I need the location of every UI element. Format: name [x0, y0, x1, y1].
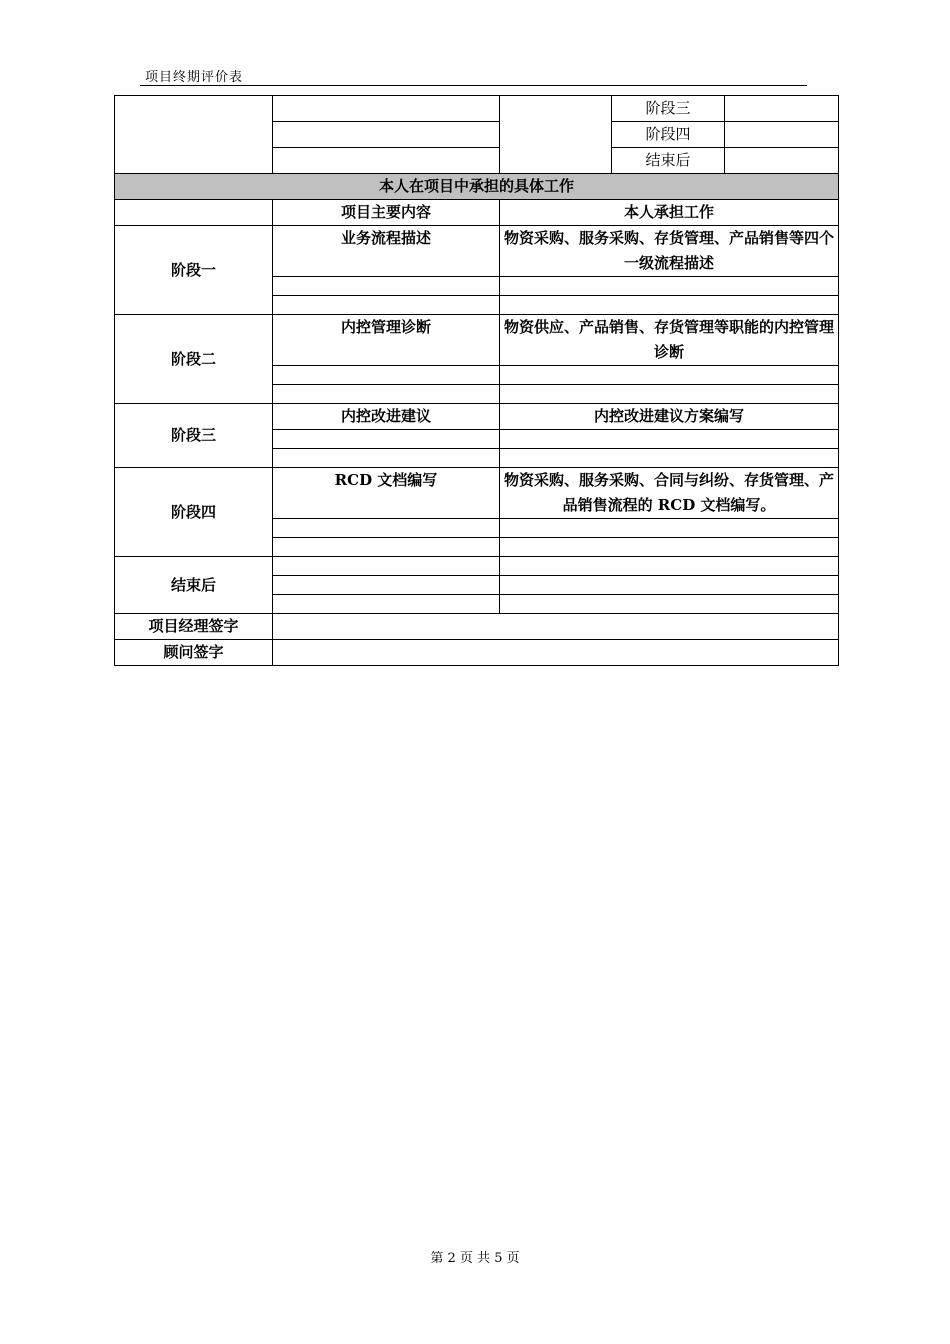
column-header-content: 项目主要内容 [273, 200, 500, 226]
table-cell [273, 576, 500, 595]
table-cell [500, 519, 839, 538]
table-cell [273, 595, 500, 614]
manager-signature-label: 项目经理签字 [115, 614, 273, 640]
top-stage-label: 阶段四 [612, 122, 725, 148]
table-cell [273, 430, 500, 449]
table-cell [500, 385, 839, 404]
stage-label: 阶段二 [115, 315, 273, 404]
table-row [115, 640, 839, 666]
header-rule [140, 85, 807, 86]
stage-content: 业务流程描述 [273, 226, 500, 277]
table-cell [115, 200, 273, 226]
table-cell [115, 96, 273, 174]
page-number: 第 2 页 共 5 页 [430, 1251, 520, 1266]
stage-work: 物资供应、产品销售、存货管理等职能的内控管理诊断 [500, 315, 839, 366]
table-row [115, 226, 839, 277]
table-cell [500, 296, 839, 315]
stage-content: RCD 文档编写 [273, 468, 500, 519]
column-header-work: 本人承担工作 [500, 200, 839, 226]
table-row [115, 174, 839, 200]
table-cell [500, 366, 839, 385]
stage-work: 物资采购、服务采购、存货管理、产品销售等四个一级流程描述 [500, 226, 839, 277]
stage-content [273, 557, 500, 576]
table-cell [500, 277, 839, 296]
table-cell [500, 449, 839, 468]
stage-label: 阶段三 [115, 404, 273, 468]
section-title: 本人在项目中承担的具体工作 [115, 174, 839, 200]
table-cell [500, 96, 612, 174]
stage-work [500, 557, 839, 576]
table-cell [273, 385, 500, 404]
table-row [115, 200, 839, 226]
evaluation-table [114, 95, 839, 666]
top-stage-label: 阶段三 [612, 96, 725, 122]
table-row [115, 468, 839, 519]
stage-label: 阶段四 [115, 468, 273, 557]
table-cell [725, 96, 839, 122]
table-cell [500, 430, 839, 449]
table-row [115, 96, 839, 122]
table-row [115, 614, 839, 640]
stage-content: 内控管理诊断 [273, 315, 500, 366]
table-cell [500, 576, 839, 595]
table-cell [725, 122, 839, 148]
table-cell [273, 449, 500, 468]
table-cell [500, 538, 839, 557]
stage-label: 结束后 [115, 557, 273, 614]
consultant-signature-field [273, 640, 839, 666]
document-header-title: 项目终期评价表 [145, 70, 244, 85]
manager-signature-field [273, 614, 839, 640]
table-cell [500, 595, 839, 614]
stage-work: 物资采购、服务采购、合同与纠纷、存货管理、产品销售流程的 RCD 文档编写。 [500, 468, 839, 519]
table-cell [273, 366, 500, 385]
stage-work: 内控改进建议方案编写 [500, 404, 839, 430]
table-row [115, 404, 839, 430]
table-cell [273, 122, 500, 148]
stage-content: 内控改进建议 [273, 404, 500, 430]
table-cell [273, 538, 500, 557]
table-row [115, 557, 839, 576]
table-cell [273, 148, 500, 174]
table-cell [725, 148, 839, 174]
consultant-signature-label: 顾问签字 [115, 640, 273, 666]
table-cell [273, 519, 500, 538]
table-cell [273, 96, 500, 122]
stage-label: 阶段一 [115, 226, 273, 315]
table-cell [273, 277, 500, 296]
table-row [115, 315, 839, 366]
top-stage-label: 结束后 [612, 148, 725, 174]
table-cell [273, 296, 500, 315]
